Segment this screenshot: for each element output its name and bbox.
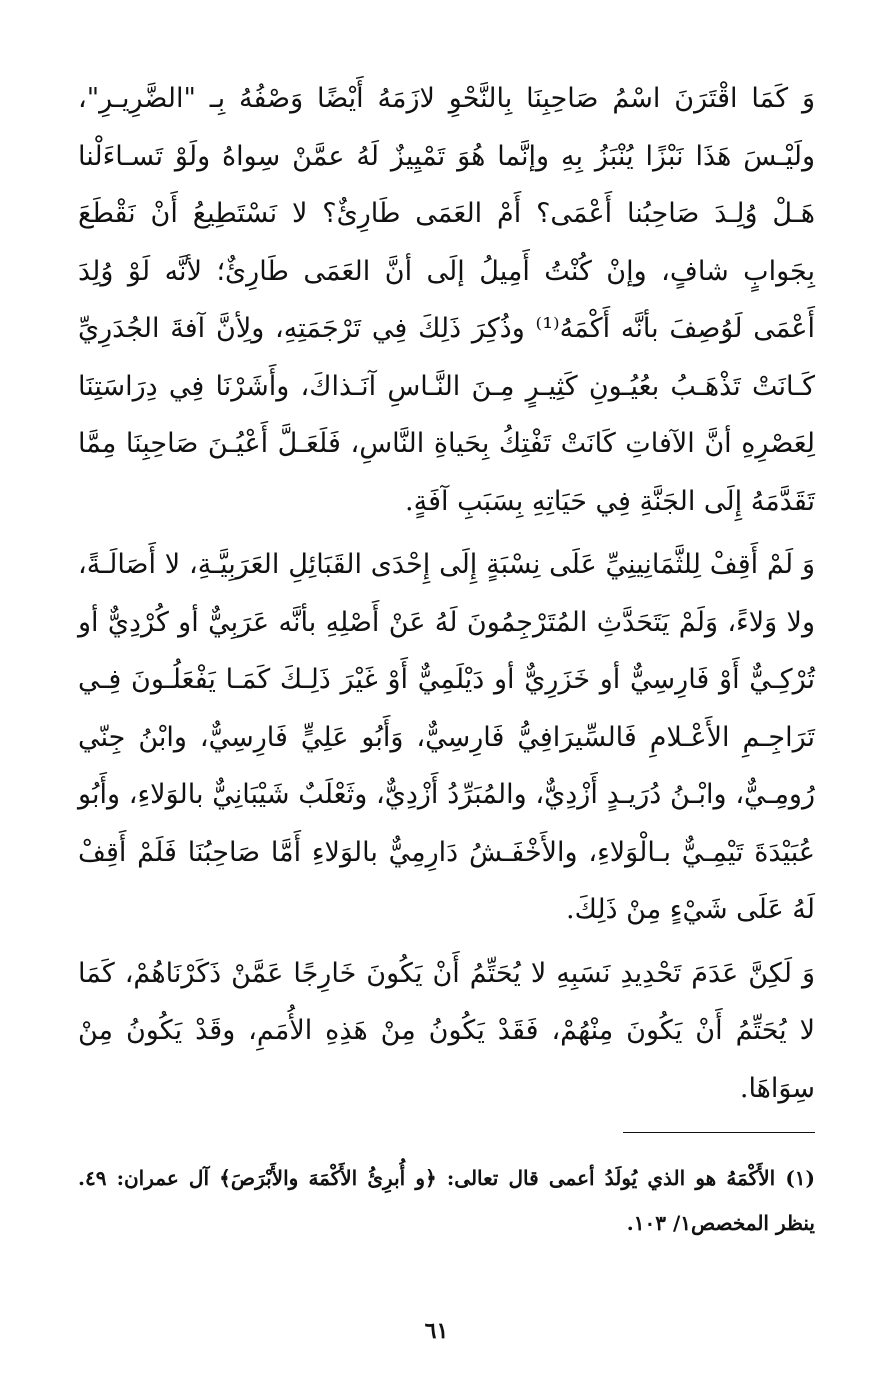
footnotes — [78, 1156, 815, 1246]
main-text — [78, 70, 815, 1121]
paragraph-3: وَ لَكِنَّ عَدَمَ تَحْدِيدِ نَسَبِهِ لا يُحَتِّمُ أَنْ يَكُونَ خَارِجًا عَمَّنْ ذَكَرْنَاهُمْ، كَمَا لا يُحَتِّمُ أَنْ يَكُونَ مِنْهُمْ، فَقَدْ يَكُونُ مِنْ هَذِهِ الأُمَمِ، وقَدْ يَكُونُ مِنْ سِوَاهَا. — [78, 957, 815, 1104]
paragraph-1: وَ كَمَا اقْتَرَنَ اسْمُ صَاحِبِنَا بِالنَّحْوِ لازَمَهُ أَيْضًا وَصْفُهُ بِـ "الضَّرِيـرِ"، ولَيْـسَ هَذَا نَبْزًا يُنْبَزُ بِهِ وإنَّما هُوَ تَمْيِيزٌ لَهُ عمَّنْ سِواهُ ولَوْ تَسـاءَلْنا هَـلْ وُلِـدَ صَاحِبُنا أَعْمَى؟ أَمْ العَمَى طَارِئٌ؟ لا نَسْتَطِيعُ أَنْ نَقْطَعَ بِجَوابٍ شافٍ، وإنْ كُنْتُ أَمِيلُ إلَى أنَّ العَمَى طَارِئٌ؛ لأنَّه لَوْ وُلِدَ أَعْمَى لَوُصِفَ بأنَّه أَكْمَهُ⁽¹⁾ وذُكِرَ ذَلِكَ فِي تَرْجَمَتِهِ، ولِأنَّ آفةَ الجُدَرِيِّ كَـانَتْ تَذْهَـبُ بعُيُـونِ كَثِيـرٍ مِـنَ النَّـاسِ آنَـذاكَ، وأَشَرْنَا فِي دِرَاسَتِنَا لِعَصْرِهِ أنَّ الآفاتِ كَانَتْ تَفْتِكُ بِحَياةِ النَّاسِ، فَلَعَـلَّ أَعْيُـنَ صَاحِبِنَا مِمَّا تَقَدَّمَهُ إِلَى الجَنَّةِ فِي حَيَاتِهِ بِسَبَبِ آفَةٍ. — [78, 83, 816, 517]
footnote-divider — [623, 1132, 815, 1133]
page-number: ٦١ — [424, 1318, 449, 1344]
paragraph-2: وَ لَمْ أَقِفْ لِلثَّمَانِينِيِّ عَلَى نِسْبَةٍ إِلَى إِحْدَى القَبَائِلِ العَرَبِيَّـةِ، لا أَصَالَـةً، ولا وَلاءً، وَلَمْ يَتَحَدَّثِ المُتَرْجِمُونَ لَهُ عَنْ أَصْلِهِ بأنَّه عَرَبِيٌّ أو كُرْدِيٌّ أو تُرْكِـيٌّ أَوْ فَارِسِيٌّ أو خَزَرِيٌّ أو دَيْلَمِيٌّ أَوْ غَيْرَ ذَلِـكَ كَمَـا يَفْعَلُـونَ فِـي تَرَاجِـمِ الأَعْـلامِ فَالسِّيرَافِيُّ فَارِسِيٌّ، وَأَبُو عَلِيٍّ فَارِسِيٌّ، وابْنُ جِنّي رُومِـيٌّ، وابْـنُ دُرَيـدٍ أَزْدِيٌّ، والمُبَرِّدُ أَزْدِيٌّ، وثَعْلَبٌ شَيْبَانِيٌّ بالوَلاءِ، وأَبُو عُبَيْدَةَ تَيْمِـيٌّ بـالْوَلاءِ، والأَخْفَـشُ دَارِمِيٌّ بالوَلاءِ أَمَّا صَاحِبُنَا فَلَمْ أَقِفْ لَهُ عَلَى شَيْءٍ مِنْ ذَلِكَ. — [78, 549, 816, 925]
footnote-1: (١) الأَكْمَهُ هو الذي يُولَدُ أعمى قال تعالى: ﴿و أُبرِئُ الأَكْمَهَ والأَبْرَصَ﴾ آل عمران: ٤٩. ينظر المخصص١/ ١٠٣. — [78, 1166, 815, 1235]
